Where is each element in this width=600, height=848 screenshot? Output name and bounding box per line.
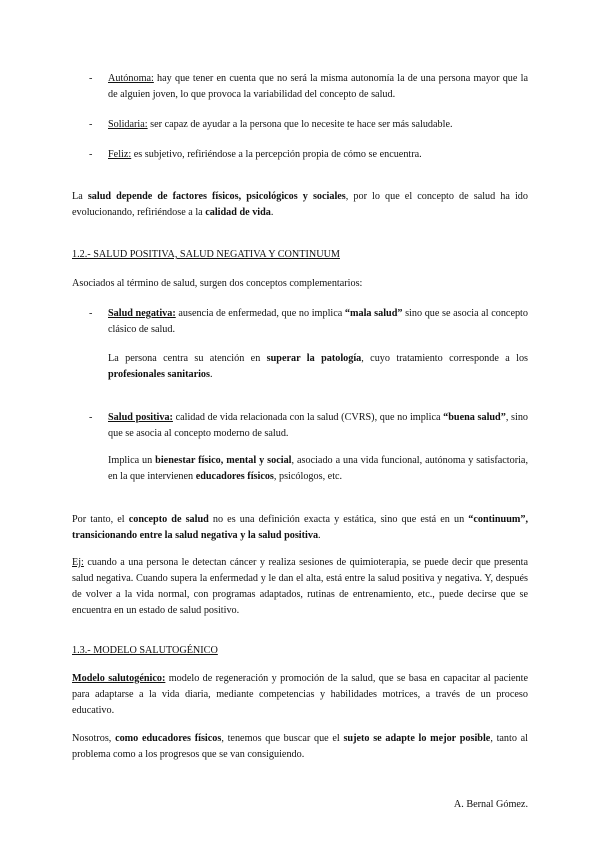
term-happy: Feliz:	[108, 149, 132, 160]
definition-solidarity: ser capaz de ayudar a la persona que lo necesite te hace ser más saludable.	[147, 119, 453, 130]
paragraph-health-factors: La salud depende de factores físicos, psicológicos y sociales, por lo que el concepto de salud ha ido evolucionando, refiriéndose a la calidad de vida.	[72, 191, 528, 218]
paragraph-example: Ej: cuando a una persona le detectan cáncer y realiza sesiones de quimioterapia, se puede decir que presenta salud negativa. Cuando supera la enfermedad y le dan el alta, está entre la salud positiva y negativa. Y, después de volver a la vida normal, con programas adaptados, rutinas de entrenamiento, etc., puede decirse que se encuentra en un estado de salud positivo.	[72, 557, 528, 616]
section-heading-1-3: 1.3.- MODELO SALUTOGÉNICO	[72, 645, 218, 656]
paragraph-salutogenic: Modelo salutogénico: modelo de regeneración y promoción de la salud, que se basa en capacitar al paciente para adaptarse a la vida diaria, mediante competencias y habilidades motrices, a través de un proceso educativo.	[72, 673, 528, 716]
bullet-dash: -	[89, 73, 93, 84]
bullet-dash: -	[89, 119, 93, 130]
term-salutogenic: Modelo salutogénico:	[72, 673, 166, 684]
definition-happy: es subjetivo, refiriéndose a la percepción propia de cómo se encuentra.	[131, 149, 422, 160]
example-label: Ej:	[72, 557, 84, 568]
paragraph-educators: Nosotros, como educadores físicos, tenemos que buscar que el sujeto se adapte lo mejor posible, tanto al problema como a los progresos que se van consiguiendo.	[72, 733, 529, 760]
list-item-happy	[90, 147, 528, 163]
bullet-dash: -	[89, 412, 93, 423]
term-solidarity: Solidaria:	[108, 119, 148, 130]
list-item-solidarity	[90, 117, 528, 133]
paragraph-continuum: Por tanto, el concepto de salud no es una definición exacta y estática, sino que está en un “continuum”, transicionando entre la salud negativa y la salud positiva.	[72, 514, 528, 541]
term-autonomy: Autónoma:	[108, 73, 154, 84]
list-item-autonomy	[90, 71, 528, 103]
bullet-dash: -	[89, 308, 93, 319]
list-item-negative-health: - Salud negativa: ausencia de enfermedad, que no implica “mala salud” sino que se asocia al concepto clásico de salud.	[89, 308, 528, 335]
term-positive-health: Salud positiva:	[108, 412, 173, 423]
paragraph-intro-1-2: Asociados al término de salud, surgen dos conceptos complementarios:	[72, 278, 363, 289]
bullet-dash: -	[89, 149, 93, 160]
term-negative-health: Salud negativa:	[108, 308, 176, 319]
footer-author: A. Bernal Gómez.	[453, 799, 528, 810]
definition-autonomy: hay que tener en cuenta que no será la misma autonomía la de una persona mayor que la de alguien joven, lo que provoca la variabilidad del concepto de salud.	[108, 73, 528, 100]
paragraph-negative-detail: La persona centra su atención en superar la patología, cuyo tratamiento corresponde a los profesionales sanitarios.	[108, 353, 528, 380]
paragraph-positive-detail: Implica un bienestar físico, mental y social, asociado a una vida funcional, autónoma y satisfactoria, en la que intervienen educadores físicos, psicólogos, etc.	[108, 455, 528, 482]
list-item-positive-health: - Salud positiva: calidad de vida relacionada con la salud (CVRS), que no implica “buena salud”, sino que se asocia al concepto moderno de salud.	[89, 412, 529, 439]
section-heading-1-2: 1.2.- SALUD POSITIVA, SALUD NEGATIVA Y CONTINUUM	[72, 249, 340, 260]
